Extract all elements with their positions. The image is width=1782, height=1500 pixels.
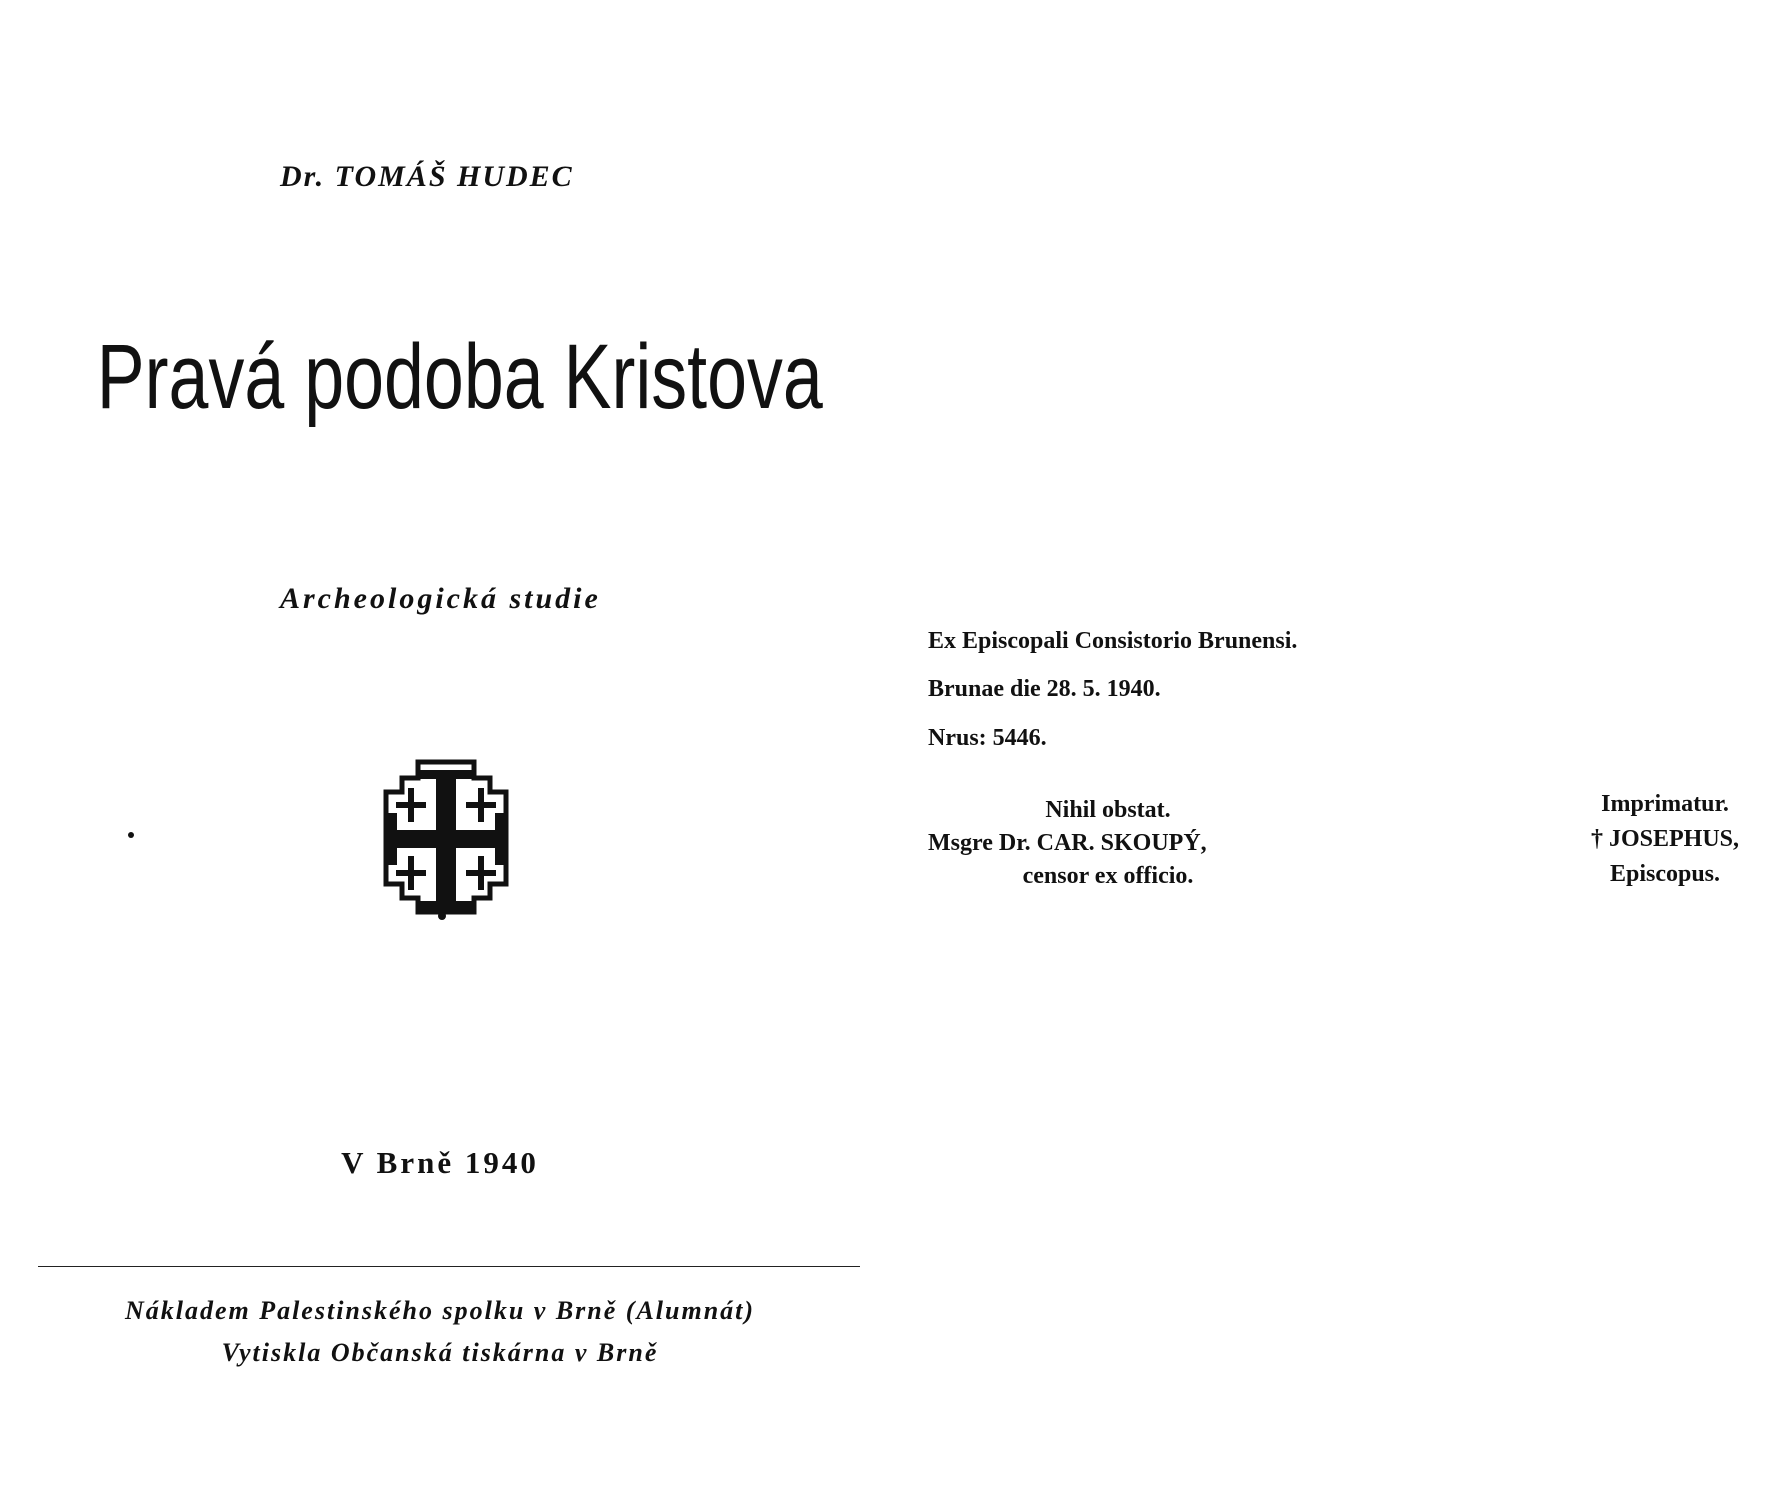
jerusalem-cross-icon — [378, 758, 514, 920]
publisher-line: Nákladem Palestinského spolku v Brně (Alumnát) — [124, 1296, 756, 1325]
date-line: Brunae die 28. 5. 1940. — [928, 676, 1161, 702]
consistory-line: Ex Episcopali Consistorio Brunensi. — [928, 628, 1298, 654]
title-page — [0, 0, 880, 1500]
author-name: Dr. TOMÁŠ HUDEC — [280, 160, 574, 193]
nihil-obstat-block — [928, 794, 1288, 893]
print-speck — [128, 832, 134, 838]
book-subtitle: Archeologická studie — [280, 582, 601, 615]
censor-name: Msgre Dr. CAR. SKOUPÝ, — [928, 830, 1207, 856]
imprimatur-heading: Imprimatur. — [1601, 791, 1729, 817]
nihil-obstat-heading: Nihil obstat. — [1045, 797, 1171, 823]
imprint-page — [880, 0, 1782, 1500]
bishop-name: † JOSEPHUS, — [1590, 826, 1740, 852]
censor-role: censor ex officio. — [1022, 863, 1194, 889]
imprimatur-block — [1548, 787, 1782, 892]
printer-line: Vytiskla Občanská tiskárna v Brně — [221, 1338, 659, 1367]
book-title: Pravá podoba Kristova — [96, 326, 823, 428]
divider-rule — [38, 1266, 860, 1267]
number-line: Nrus: 5446. — [928, 725, 1047, 751]
bishop-role: Episcopus. — [1609, 861, 1721, 887]
place-and-year: V Brně 1940 — [341, 1145, 539, 1180]
